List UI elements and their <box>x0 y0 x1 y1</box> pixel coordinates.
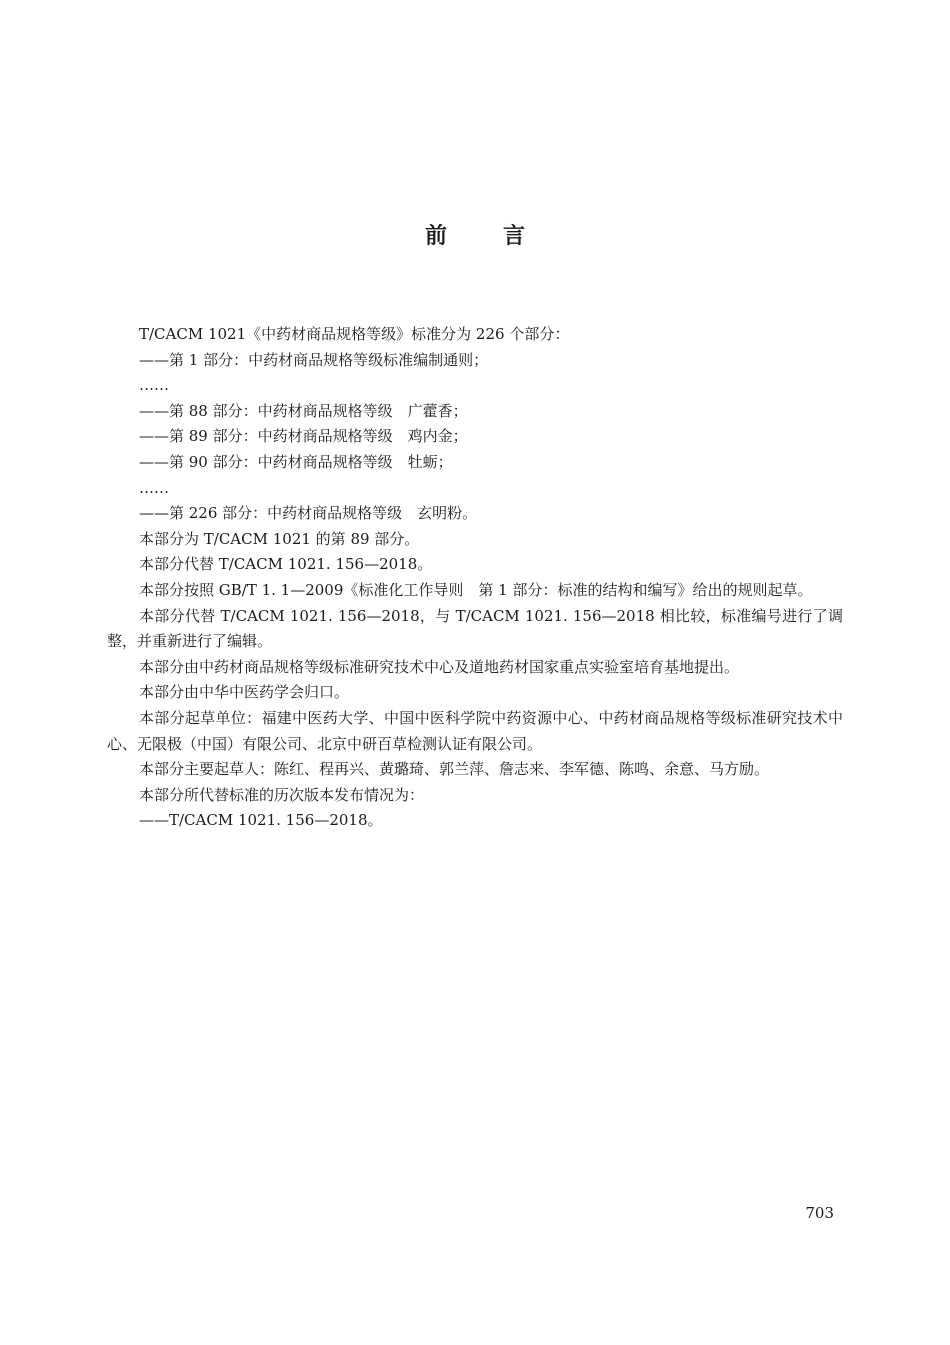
title-char-1: 前 <box>424 224 447 249</box>
body-paragraph-4: 本部分由中华中医药学会归口。 <box>139 683 350 702</box>
foreword-body <box>107 322 843 834</box>
body-line-6: ——第 90 部分：中药材商品规格等级 牡蛎； <box>139 452 453 471</box>
body-line-8: ——第 226 部分：中药材商品规格等级 玄明粉。 <box>139 504 478 523</box>
body-paragraph-8: ——T/CACM 1021. 156—2018。 <box>139 811 383 830</box>
body-paragraph-6: 本部分主要起草人：陈红、程再兴、黄璐琦、郭兰萍、詹志来、李军德、陈鸣、余意、马方励。 <box>139 760 770 779</box>
body-paragraph-1: 本部分按照 GB/T 1. 1—2009《标准化工作导则 第 1 部分：标准的结构和编写》给出的规则起草。 <box>139 580 813 599</box>
title-char-2: 言 <box>503 224 526 249</box>
body-paragraph-2: 本部分代替 T/CACM 1021. 156—2018，与 T/CACM 1021. 156—2018 相比较，标准编号进行了调整，并重新进行了编辑。 <box>107 606 843 651</box>
body-line-1: T/CACM 1021《中药材商品规格等级》标准分为 226 个部分： <box>139 325 570 343</box>
body-line-9: 本部分为 T/CACM 1021 的第 89 部分。 <box>139 529 420 548</box>
page-number: 703 <box>805 1204 834 1222</box>
body-line-10: 本部分代替 T/CACM 1021. 156—2018。 <box>139 555 433 574</box>
body-paragraph-7: 本部分所代替标准的历次版本发布情况为： <box>139 785 425 804</box>
page-title <box>0 219 950 250</box>
body-line-4: ——第 88 部分：中药材商品规格等级 广藿香； <box>139 401 468 420</box>
body-paragraph-3: 本部分由中药材商品规格等级标准研究技术中心及道地药材国家重点实验室培育基地提出。 <box>139 657 740 676</box>
body-line-5: ——第 89 部分：中药材商品规格等级 鸡内金； <box>139 427 468 446</box>
body-line-7: …… <box>139 478 169 497</box>
body-line-3: …… <box>139 376 169 395</box>
body-paragraph-5: 本部分起草单位：福建中医药大学、中国中医科学院中药资源中心、中药材商品规格等级标准研究技术中心、无限极（中国）有限公司、北京中研百草检测认证有限公司。 <box>107 708 843 753</box>
body-line-2: ——第 1 部分：中药材商品规格等级标准编制通则； <box>139 350 489 369</box>
